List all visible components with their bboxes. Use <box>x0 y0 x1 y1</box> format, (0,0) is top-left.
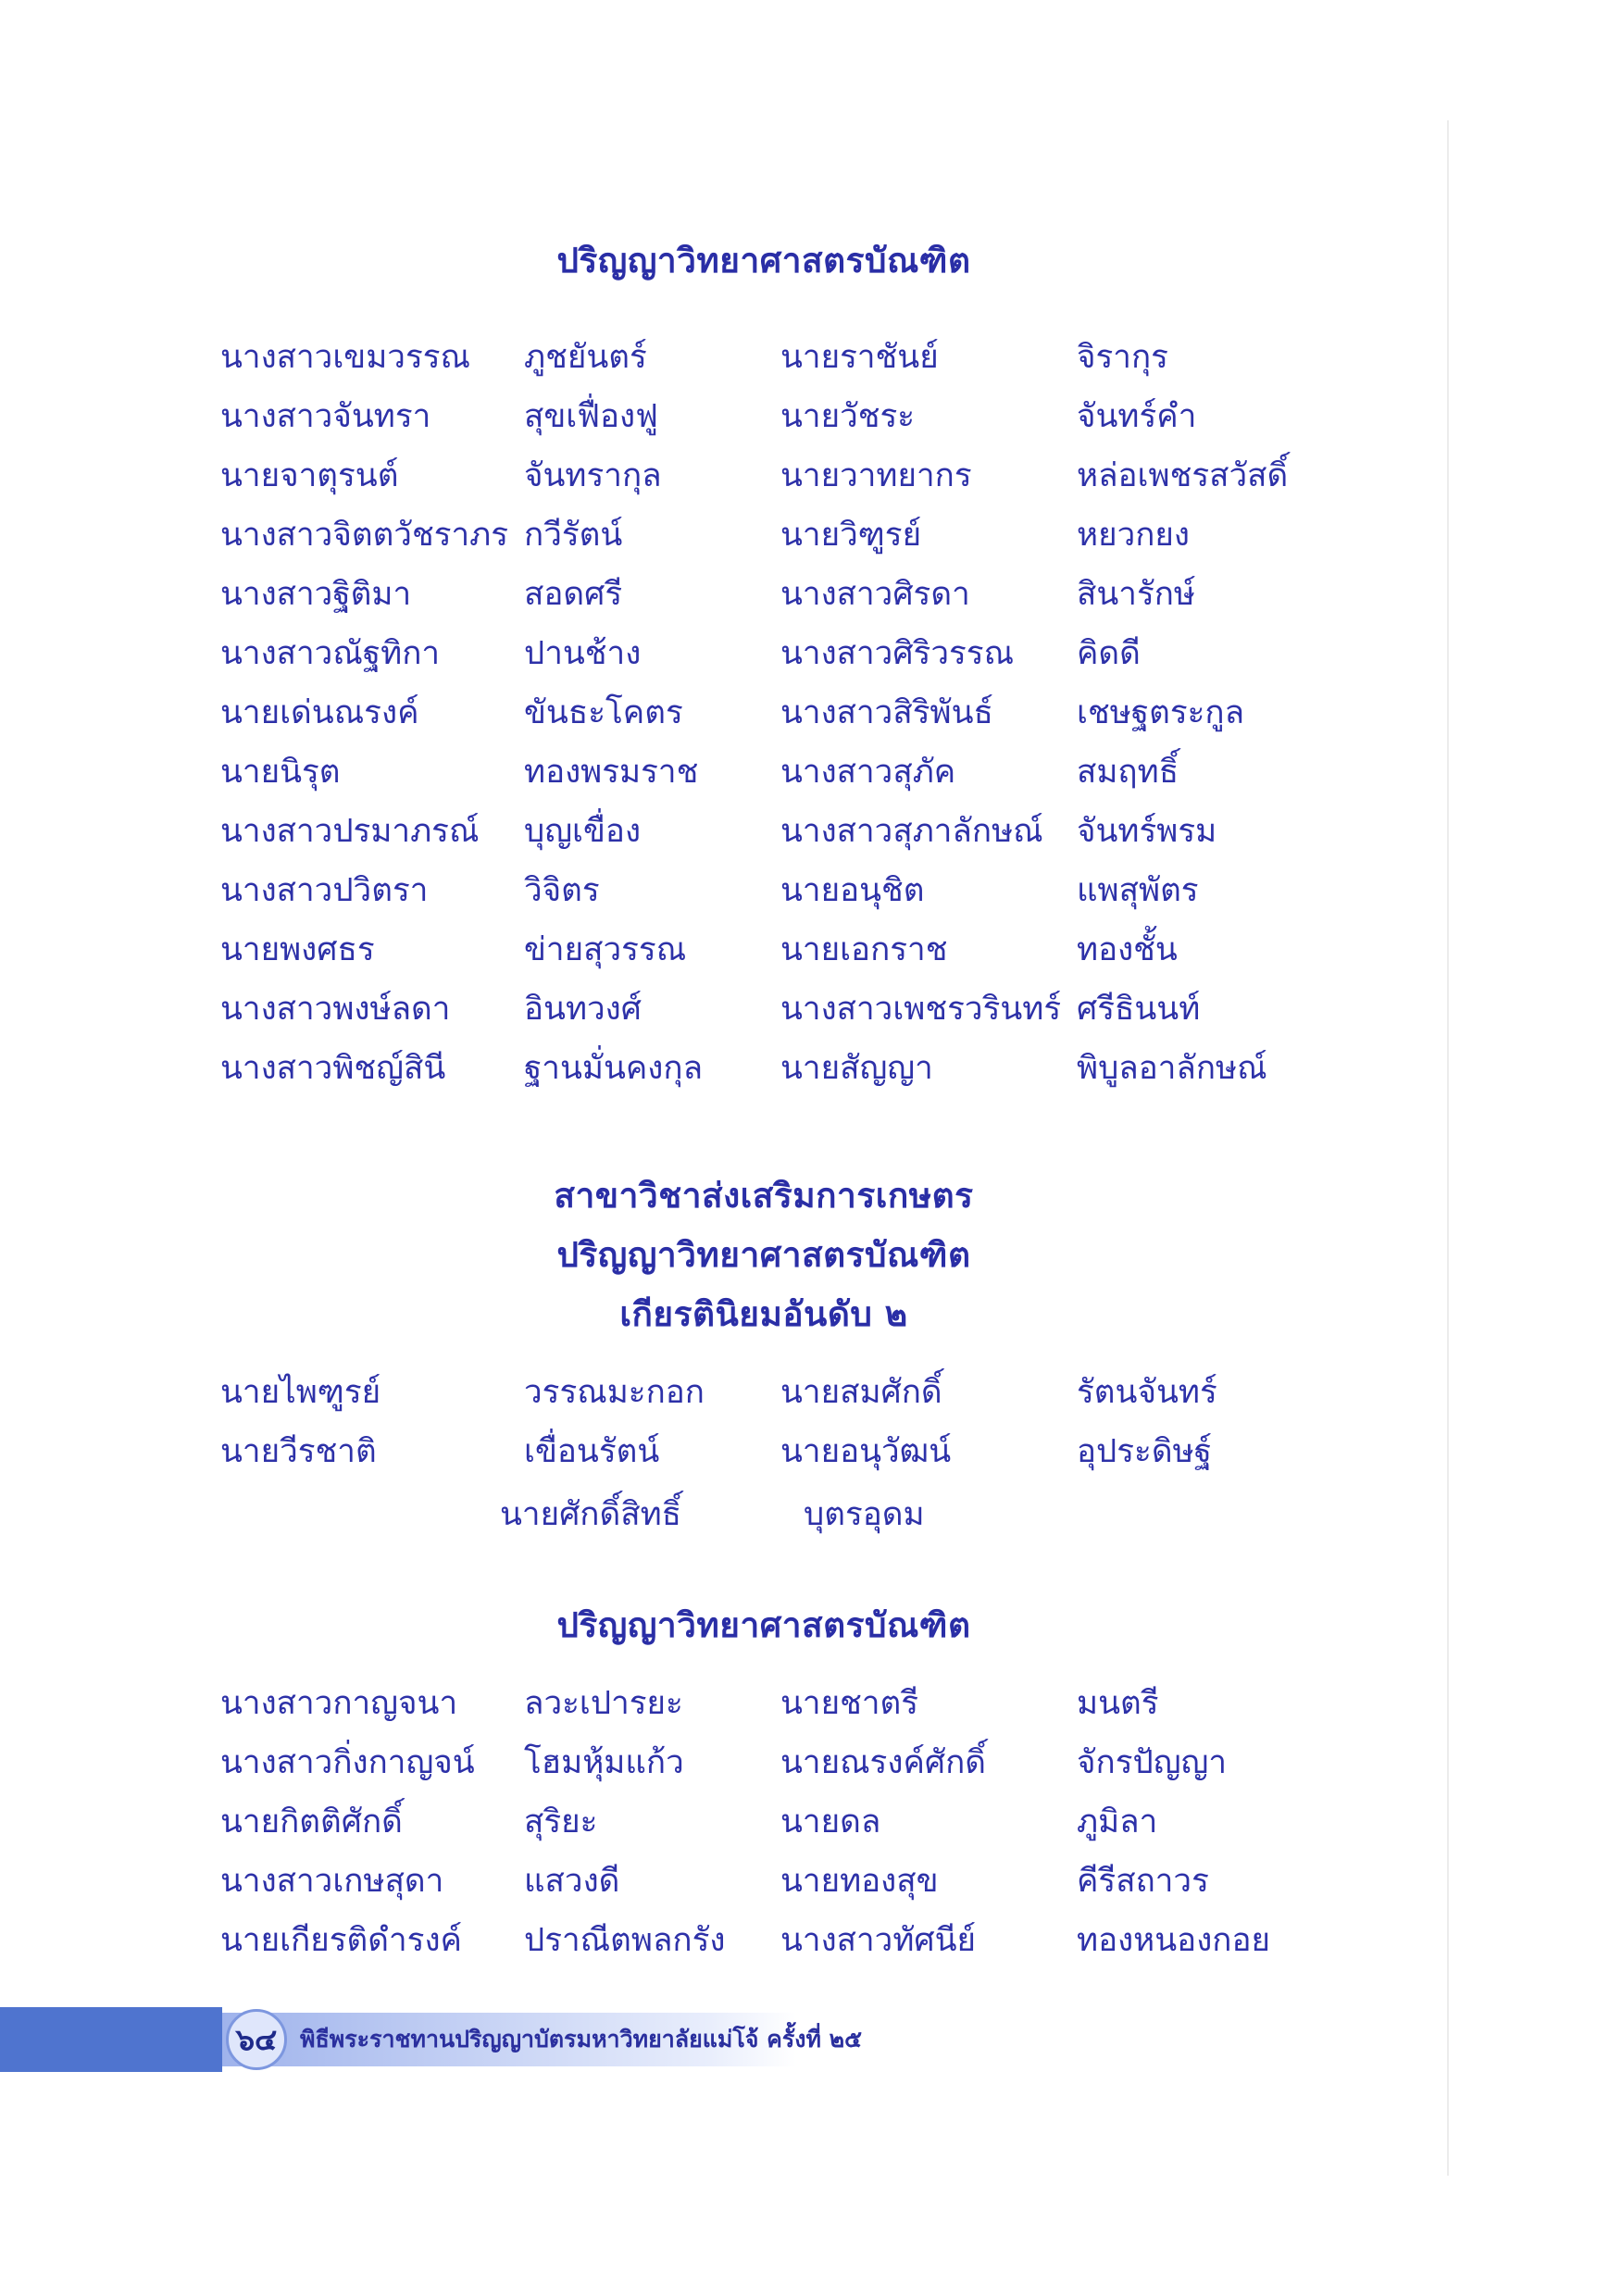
name-row <box>0 802 1528 861</box>
last-name: สมฤทธิ์ <box>1077 754 1179 791</box>
first-name: นายชาตรี <box>780 1685 919 1722</box>
first-name: นายจาตุรนต์ <box>220 457 399 494</box>
first-name: นายอนุชิต <box>780 872 925 909</box>
last-name: สุริยะ <box>524 1803 598 1841</box>
name-row <box>0 1733 1528 1792</box>
first-name: นายวาทยากร <box>780 457 972 494</box>
name-row <box>0 624 1528 683</box>
first-name: นายไพฑูรย์ <box>220 1374 381 1411</box>
name-row <box>0 742 1528 802</box>
last-name: บุญเขื่อง <box>524 813 642 850</box>
last-name: โฮมหุ้มแก้ว <box>524 1744 684 1781</box>
first-name: นายอนุวัฒน์ <box>780 1433 952 1470</box>
last-name: แพสุพัตร <box>1077 872 1199 909</box>
first-name: นายณรงค์ศักดิ์ <box>780 1744 986 1781</box>
first-name: นางสาวสุภัค <box>780 754 956 791</box>
name-row <box>0 1852 1528 1911</box>
first-name: นางสาวปรมาภรณ์ <box>220 813 480 850</box>
first-name: นายเกียรติดำรงค์ <box>220 1922 462 1959</box>
first-name: นางสาวพิชญ์สินี <box>220 1050 446 1087</box>
first-name: นายทองสุข <box>780 1863 939 1900</box>
first-name: นายสัญญา <box>780 1050 933 1087</box>
last-name: ปราณีตพลกรัง <box>524 1922 726 1959</box>
name-row <box>0 1792 1528 1852</box>
last-name: ทองพรมราช <box>524 754 699 791</box>
first-name: นางสาวศิรดา <box>780 576 970 613</box>
last-name: จักรปัญญา <box>1077 1744 1228 1781</box>
last-name: พิบูลอาลักษณ์ <box>1077 1050 1267 1087</box>
last-name: ทองชั้น <box>1077 931 1178 968</box>
first-name: นางสาวเขมวรรณ <box>220 339 471 376</box>
name-row <box>0 1674 1528 1733</box>
name-row <box>0 387 1528 446</box>
last-name: ทองหนองกอย <box>1077 1922 1271 1959</box>
name-row <box>0 861 1528 920</box>
last-name: ลวะเปารยะ <box>524 1685 683 1722</box>
name-row <box>0 920 1528 980</box>
section-1-heading: ปริญญาวิทยาศาสตรบัณฑิต <box>556 241 971 281</box>
last-name: จันทร์คำ <box>1077 398 1197 435</box>
last-name: อุประดิษฐ์ <box>1077 1433 1212 1470</box>
last-name: ภูมิลา <box>1077 1803 1158 1841</box>
first-name: นางสาวฐิติมา <box>220 576 412 613</box>
last-name: บุตรอุดม <box>804 1496 925 1533</box>
first-name: นายศักดิ์สิทธิ์ <box>500 1496 682 1533</box>
section-2-heading-degree: ปริญญาวิทยาศาสตรบัณฑิต <box>556 1235 971 1275</box>
name-row-centered <box>0 1485 1528 1544</box>
first-name: นางสาวพงษ์ลดา <box>220 991 451 1028</box>
section-3-heading: ปริญญาวิทยาศาสตรบัณฑิต <box>556 1605 971 1645</box>
first-name: นายนิรุต <box>220 754 341 791</box>
first-name: นายวัชระ <box>780 398 916 435</box>
last-name: มนตรี <box>1077 1685 1159 1722</box>
first-name: นายสมศักดิ์ <box>780 1374 942 1411</box>
last-name: คิดดี <box>1077 635 1141 672</box>
first-name: นางสาวจันทรา <box>220 398 431 435</box>
first-name: นางสาวกิ่งกาญจน์ <box>220 1744 475 1781</box>
first-name: นางสาวเกษสุดา <box>220 1863 444 1900</box>
name-row <box>0 565 1528 624</box>
first-name: นางสาวสิริพันธ์ <box>780 694 993 731</box>
last-name: คีรีสถาวร <box>1077 1863 1209 1900</box>
section-2-heading-honors: เกียรตินิยมอันดับ ๒ <box>619 1294 908 1334</box>
last-name: หล่อเพชรสวัสดิ์ <box>1077 457 1289 494</box>
last-name: ปานช้าง <box>524 635 642 672</box>
name-row <box>0 1911 1528 1970</box>
last-name: ฐานมั่นคงกุล <box>524 1050 704 1087</box>
name-row <box>0 1363 1528 1422</box>
last-name: สุขเฟื่องฟู <box>524 398 658 435</box>
first-name: นางสาวศิริวรรณ <box>780 635 1015 672</box>
first-name: นายดล <box>780 1803 881 1841</box>
last-name: อินทวงศ์ <box>524 991 642 1028</box>
name-row <box>0 1422 1528 1481</box>
footer-title: พิธีพระราชทานปริญญาบัตรมหาวิทยาลัยแม่โจ้ ครั้งที่ ๒๕ <box>300 2026 863 2053</box>
name-row <box>0 328 1528 387</box>
last-name: เขื่อนรัตน์ <box>524 1433 660 1470</box>
first-name: นางสาวจิตตวัชราภร <box>220 517 509 554</box>
first-name: นางสาวณัฐทิกา <box>220 635 441 672</box>
last-name: จันทรากุล <box>524 457 662 494</box>
first-name: นายวิฑูรย์ <box>780 517 922 554</box>
name-row <box>0 446 1528 505</box>
footer-color-band <box>0 2007 222 2072</box>
last-name: จันทร์พรม <box>1077 813 1217 850</box>
first-name: นายวีรชาติ <box>220 1433 377 1470</box>
last-name: ขันธะโคตร <box>524 694 683 731</box>
last-name: ศรีธินนท์ <box>1077 991 1201 1028</box>
first-name: นายกิตติศักดิ์ <box>220 1803 403 1841</box>
last-name: แสวงดี <box>524 1863 620 1900</box>
last-name: สอดศรี <box>524 576 623 613</box>
last-name: สินารักษ์ <box>1077 576 1196 613</box>
last-name: วิจิตร <box>524 872 600 909</box>
first-name: นางสาวทัศนีย์ <box>780 1922 977 1959</box>
name-row <box>0 505 1528 565</box>
name-row <box>0 980 1528 1039</box>
last-name: กวีรัตน์ <box>524 517 623 554</box>
last-name: เชษฐตระกูล <box>1077 694 1245 731</box>
first-name: นางสาวปวิตรา <box>220 872 429 909</box>
first-name: นางสาวเพชรวรินทร์ <box>780 991 1062 1028</box>
name-row <box>0 1039 1528 1098</box>
first-name: นายเอกราช <box>780 931 948 968</box>
last-name: วรรณมะกอก <box>524 1374 705 1411</box>
first-name: นายพงศธร <box>220 931 375 968</box>
last-name: ภูชยันตร์ <box>524 339 647 376</box>
last-name: ข่ายสุวรรณ <box>524 931 687 968</box>
name-row <box>0 683 1528 742</box>
page-number-badge: ๖๔ <box>226 2009 287 2070</box>
last-name: จิรากุร <box>1077 339 1168 376</box>
section-2-heading-major: สาขาวิชาส่งเสริมการเกษตร <box>554 1176 974 1216</box>
first-name: นายเด่นณรงค์ <box>220 694 419 731</box>
last-name: หยวกยง <box>1077 517 1191 554</box>
first-name: นางสาวสุภาลักษณ์ <box>780 813 1043 850</box>
first-name: นายราชันย์ <box>780 339 939 376</box>
last-name: รัตนจันทร์ <box>1077 1374 1217 1411</box>
first-name: นางสาวกาญจนา <box>220 1685 458 1722</box>
